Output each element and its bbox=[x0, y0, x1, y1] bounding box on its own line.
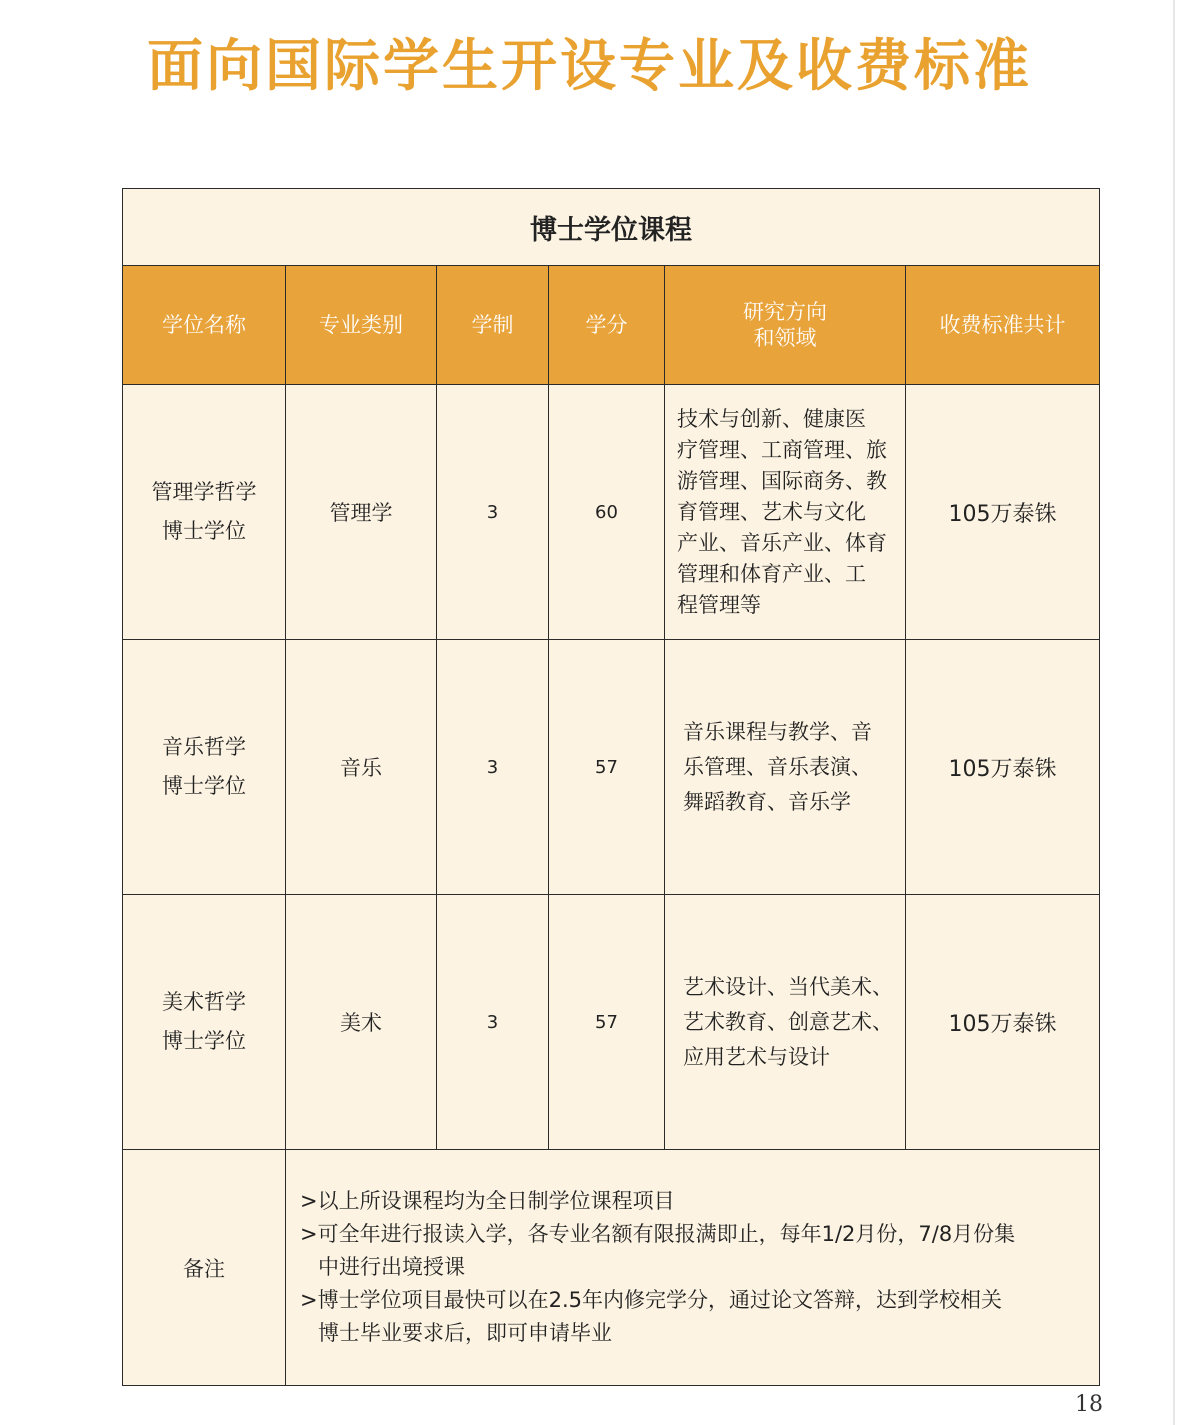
duration-cell: 3 bbox=[437, 640, 549, 895]
page-edge-divider bbox=[1173, 0, 1175, 1425]
header-fee: 收费标准共计 bbox=[906, 266, 1100, 385]
header-degree: 学位名称 bbox=[123, 266, 286, 385]
degree-line2: 博士学位 bbox=[162, 519, 246, 543]
table-row bbox=[123, 640, 1100, 895]
research-line: 程管理等 bbox=[677, 592, 761, 617]
duration-cell: 3 bbox=[437, 895, 549, 1150]
research-line: 产业、音乐产业、体育 bbox=[677, 530, 887, 555]
research-line: 游管理、国际商务、教 bbox=[677, 468, 887, 493]
degree-line2: 博士学位 bbox=[162, 1029, 246, 1053]
doctoral-fee-table bbox=[122, 188, 1100, 1386]
remark-note-line: >博士学位项目最快可以在2.5年内修完学分，通过论文答辩，达到学校相关 bbox=[300, 1288, 1002, 1312]
research-line: 舞蹈教育、音乐学 bbox=[683, 789, 851, 814]
credits-cell: 57 bbox=[549, 895, 665, 1150]
degree-line1: 音乐哲学 bbox=[162, 735, 246, 759]
research-line: 管理和体育产业、工 bbox=[677, 561, 866, 586]
section-title: 博士学位课程 bbox=[123, 189, 1100, 266]
degree-cell bbox=[123, 385, 286, 640]
research-cell bbox=[665, 895, 906, 1150]
credits-cell: 57 bbox=[549, 640, 665, 895]
research-cell bbox=[665, 640, 906, 895]
remark-note-continuation: 中进行出境授课 bbox=[318, 1255, 465, 1279]
credits-cell: 60 bbox=[549, 385, 665, 640]
header-research-line2: 和领域 bbox=[753, 326, 817, 350]
table-row bbox=[123, 385, 1100, 640]
research-cell bbox=[665, 385, 906, 640]
page-title: 面向国际学生开设专业及收费标准 bbox=[147, 34, 1032, 99]
remarks-notes bbox=[286, 1150, 1100, 1386]
degree-line1: 美术哲学 bbox=[162, 990, 246, 1014]
remark-note-line: >可全年进行报读入学，各专业名额有限报满即止，每年1/2月份，7/8月份集 bbox=[300, 1222, 1016, 1246]
remark-note-continuation: 博士毕业要求后，即可申请毕业 bbox=[318, 1321, 612, 1345]
research-line: 疗管理、工商管理、旅 bbox=[677, 437, 887, 462]
page-number: 18 bbox=[1075, 1392, 1103, 1417]
research-line: 艺术设计、当代美术、 bbox=[683, 974, 893, 999]
remark-note: >以上所设课程均为全日制学位课程项目 bbox=[300, 1189, 675, 1213]
header-duration: 学制 bbox=[437, 266, 549, 385]
header-research bbox=[665, 266, 906, 385]
fee-cell: 105万泰铢 bbox=[906, 640, 1100, 895]
category-cell: 音乐 bbox=[286, 640, 437, 895]
research-line: 应用艺术与设计 bbox=[683, 1044, 830, 1069]
research-line: 音乐课程与教学、音 bbox=[683, 719, 872, 744]
category-cell: 美术 bbox=[286, 895, 437, 1150]
degree-cell bbox=[123, 640, 286, 895]
duration-cell: 3 bbox=[437, 385, 549, 640]
category-cell: 管理学 bbox=[286, 385, 437, 640]
remark-note bbox=[300, 1284, 1089, 1350]
research-line: 艺术教育、创意艺术、 bbox=[683, 1009, 893, 1034]
research-line: 技术与创新、健康医 bbox=[677, 406, 866, 431]
degree-line2: 博士学位 bbox=[162, 774, 246, 798]
table-row bbox=[123, 895, 1100, 1150]
column-header-row bbox=[123, 266, 1100, 385]
research-line: 乐管理、音乐表演、 bbox=[683, 754, 872, 779]
section-header-row bbox=[123, 189, 1100, 266]
header-research-line1: 研究方向 bbox=[743, 300, 827, 324]
research-line: 育管理、艺术与文化 bbox=[677, 499, 866, 524]
fee-cell: 105万泰铢 bbox=[906, 895, 1100, 1150]
header-credits: 学分 bbox=[549, 266, 665, 385]
degree-line1: 管理学哲学 bbox=[151, 480, 257, 504]
fee-cell: 105万泰铢 bbox=[906, 385, 1100, 640]
remarks-label: 备注 bbox=[123, 1150, 286, 1386]
remark-note bbox=[300, 1218, 1089, 1284]
header-category: 专业类别 bbox=[286, 266, 437, 385]
remarks-row bbox=[123, 1150, 1100, 1386]
degree-cell bbox=[123, 895, 286, 1150]
